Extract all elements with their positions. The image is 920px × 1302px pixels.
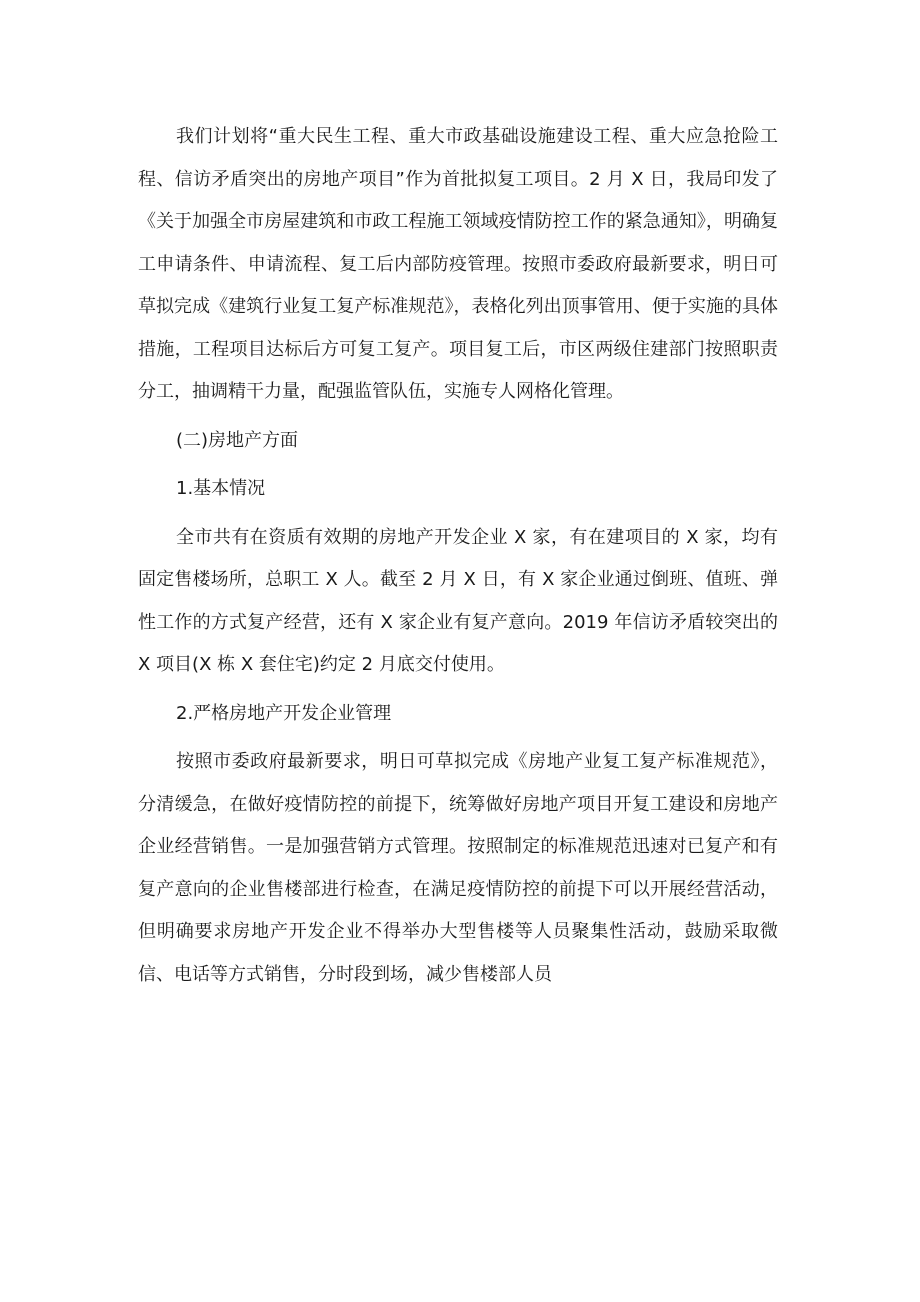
subsection-heading-management: 2.严格房地产开发企业管理 <box>176 702 392 724</box>
paragraph-basic-info: 全市共有在资质有效期的房地产开发企业 X 家，有在建项目的 X 家，均有固定售楼场所，总职工 X 人。截至 2 月 X 日，有 X 家企业通过倒班、值班、弹性工作的方式复产经营，还有 X 家企业有复产意向。2019 年信访矛盾较突出的 X 项目(X 栋 X 套住宅)约定 2 月底交付使用。 <box>138 526 778 675</box>
section-heading-real-estate: (二)房地产方面 <box>176 429 299 451</box>
subsection-heading-basic-info: 1.基本情况 <box>176 478 266 499</box>
paragraph-management: 按照市委政府最新要求，明日可草拟完成《房地产业复工复产标准规范》，分清缓急，在做好疫情防控的前提下，统筹做好房地产项目开复工建设和房地产企业经营销售。一是加强营销方式管理。按照制定的标准规范迅速对已复产和有复产意向的企业售楼部进行检查，在满足疫情防控的前提下可以开展经营活动，但明确要求房地产开发企业不得举办大型售楼等人员聚集性活动，鼓励采取微信、电话等方式销售，分时段到场，减少售楼部人员 <box>138 751 778 985</box>
document-body <box>138 116 778 996</box>
paragraph-intro: 我们计划将“重大民生工程、重大市政基础设施建设工程、重大应急抢险工程、信访矛盾突出的房地产项目”作为首批拟复工项目。2 月 X 日，我局印发了《关于加强全市房屋建筑和市政工程施工领域疫情防控工作的紧急通知》，明确复工申请条件、申请流程、复工后内部防疫管理。按照市委政府最新要求，明日可草拟完成《建筑行业复工复产标准规范》，表格化列出顶事管用、便于实施的具体措施，工程项目达标后方可复工复产。项目复工后，市区两级住建部门按照职责分工，抽调精干力量，配强监管队伍，实施专人网格化管理。 <box>138 126 778 402</box>
